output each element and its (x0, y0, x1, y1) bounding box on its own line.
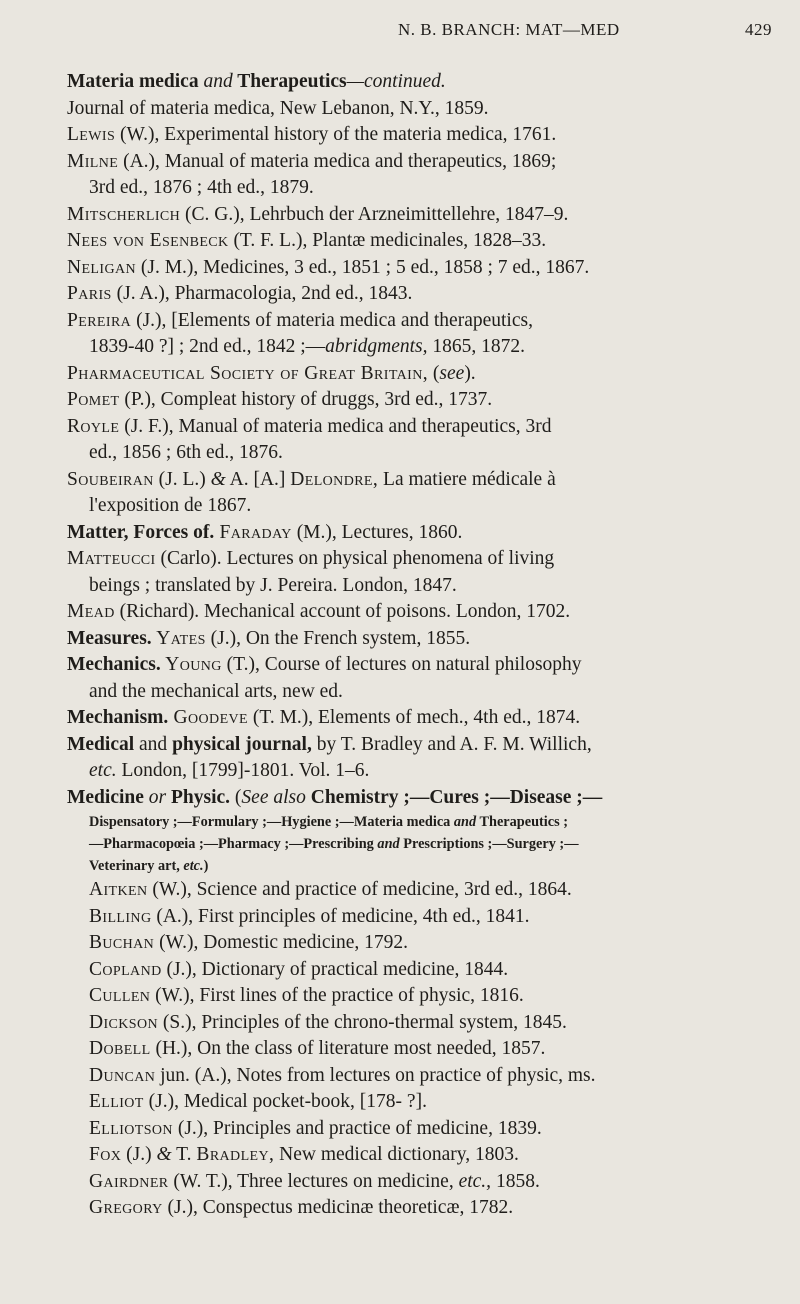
cross-references: Chemistry ;—Cures ;—Disease ;— (305, 786, 603, 808)
entry-text: 1858. (491, 1170, 540, 1192)
entry-text: by T. Bradley and A. F. M. Willich, (311, 733, 592, 755)
entry-text: (W. T.), Three lectures on medicine, (168, 1170, 459, 1192)
entry-text: 1865, 1872. (427, 336, 526, 357)
author: Lewis (67, 124, 116, 145)
entry-text: ( (428, 362, 440, 384)
entry-text: (T. F. L.), Plantæ medicinales, 1828–33. (228, 230, 547, 251)
author: Buchan (89, 932, 155, 953)
entry-continuation (67, 334, 777, 361)
catalogue-entry (67, 414, 777, 441)
entry-text: (J.), Principles and practice of medicine, 1839. (172, 1117, 542, 1139)
italic-text: abridgments, (325, 336, 428, 357)
catalogue-entry (67, 1089, 777, 1116)
author: Gairdner (89, 1170, 169, 1192)
section-heading (67, 652, 777, 679)
author: Nees von Esenbeck (67, 230, 229, 251)
entry-text: (A.), Manual of materia medica and therapeutics, 1869; (118, 150, 557, 172)
see-reference: see (439, 362, 465, 384)
catalogue-entry (67, 1036, 777, 1063)
catalogue-entry (67, 1195, 777, 1222)
catalogue-entry (67, 1116, 777, 1143)
cross-references: Therapeutics ; (476, 814, 569, 830)
entry-text: (A.), First principles of medicine, 4th ed., 1841. (151, 905, 530, 927)
entry-text: (J. A.), Pharmacologia, 2nd ed., 1843. (111, 283, 413, 304)
catalogue-entry (67, 96, 777, 123)
entry-text: ed., 1856 ; 6th ed., 1876. (89, 442, 283, 463)
entry-text: beings ; translated by J. Pereira. London, 1847. (89, 574, 457, 596)
author: Paris (67, 283, 112, 304)
heading: physical journal, (172, 733, 312, 755)
italic-text: etc. (183, 858, 204, 874)
author: Billing (89, 905, 152, 927)
entry-continuation (67, 679, 777, 706)
heading: Therapeutics (232, 71, 347, 92)
heading: Physic. (171, 786, 231, 808)
italic-text: etc. (89, 760, 117, 781)
italic-text: and (377, 836, 400, 852)
italic-text: and (203, 71, 233, 92)
entry-text: l'exposition de 1867. (89, 495, 252, 516)
entry-text: (J.), On the French system, 1855. (205, 627, 471, 649)
author: Pharmaceutical Society of Great Britain, (67, 362, 429, 384)
section-heading (67, 520, 777, 547)
catalogue-entry (67, 255, 777, 282)
ampersand: & (156, 1144, 172, 1165)
entry-continuation (67, 175, 777, 202)
running-head: N. B. BRANCH: MAT—MED (398, 20, 620, 39)
entry-text: (W.), Domestic medicine, 1792. (154, 932, 408, 953)
catalogue-entry (67, 983, 777, 1010)
catalogue-entry (67, 1142, 777, 1169)
author: Fox (89, 1144, 122, 1165)
entry-text: ( (230, 786, 242, 808)
cross-reference-line (67, 855, 777, 877)
heading: Medical (67, 733, 135, 755)
entry-text: (W.), Science and practice of medicine, 3rd ed., 1864. (147, 879, 572, 900)
author: Milne (67, 150, 119, 172)
catalogue-entry (67, 1169, 777, 1196)
heading: Mechanics. (67, 654, 161, 675)
italic-text: or (143, 786, 171, 808)
author: Neligan (67, 256, 136, 278)
author: Mitscherlich (67, 203, 181, 225)
entry-text: (J.), Conspectus medicinæ theoreticæ, 1782. (162, 1197, 514, 1218)
entry-text: and the mechanical arts, new ed. (89, 680, 343, 702)
entry-text: (W.), Experimental history of the materia medica, 1761. (115, 124, 557, 145)
heading: Medicine (67, 786, 144, 808)
continued-note: —continued. (346, 71, 446, 92)
author: Delondre, (290, 468, 379, 490)
catalogue-entry (67, 308, 777, 335)
entry-text: (J.), Medical pocket-book, [178- ?]. (143, 1091, 427, 1112)
heading: Mechanism. (67, 707, 169, 728)
catalogue-entry (67, 361, 777, 388)
catalogue-entry (67, 202, 777, 229)
catalogue-entry (67, 877, 777, 904)
entry-text: (J.), [Elements of materia medica and therapeutics, (131, 309, 533, 331)
section-heading (67, 69, 777, 96)
catalogue-entry (67, 149, 777, 176)
author: Copland (89, 958, 162, 980)
cross-references: —Pharmacopœia ;—Pharmacy ;—Prescribing (89, 836, 378, 852)
cross-references: Veterinary art, (89, 858, 184, 874)
entry-text: (W.), First lines of the practice of physic, 1816. (150, 985, 524, 1006)
entry-text: (J.) (121, 1144, 157, 1165)
catalogue-entry (67, 1063, 777, 1090)
cross-references: ) (203, 858, 209, 874)
page-number: 429 (745, 20, 772, 39)
catalogue-entries (67, 69, 777, 1222)
author: Bradley, (196, 1144, 275, 1165)
author: Elliot (89, 1091, 144, 1112)
catalogue-entry (67, 930, 777, 957)
section-heading (67, 785, 777, 812)
author: Pomet (67, 389, 120, 410)
heading: Materia medica (67, 71, 204, 92)
page-header (0, 20, 800, 50)
author: Goodeve (168, 707, 248, 728)
entry-text: New medical dictionary, 1803. (274, 1144, 519, 1165)
author: Royle (67, 415, 120, 437)
catalogue-entry (67, 546, 777, 573)
entry-text: London, [1799]-1801. Vol. 1–6. (116, 760, 370, 781)
entry-text: (C. G.), Lehrbuch der Arzneimittellehre, 1847–9. (180, 203, 569, 225)
entry-continuation (67, 573, 777, 600)
author: Soubeiran (67, 468, 154, 490)
author: Mead (67, 601, 115, 622)
author: Aitken (89, 879, 148, 900)
italic-text: and (453, 814, 477, 830)
author: Duncan (89, 1064, 156, 1086)
catalogue-entry (67, 281, 777, 308)
section-heading (67, 732, 777, 759)
author: Young (160, 654, 222, 675)
entry-text: (J. F.), Manual of materia medica and therapeutics, 3rd (119, 415, 552, 437)
entry-text: 3rd ed., 1876 ; 4th ed., 1879. (89, 177, 314, 198)
ampersand: & (210, 468, 226, 490)
author: Yates (151, 627, 206, 649)
catalogue-entry (67, 1010, 777, 1037)
catalogue-entry (67, 228, 777, 255)
catalogue-entry (67, 467, 777, 494)
catalogue-entry (67, 122, 777, 149)
entry-text: Journal of materia medica, New Lebanon, N.Y., 1859. (67, 97, 489, 119)
author: Dobell (89, 1038, 151, 1059)
entry-continuation (67, 493, 777, 520)
entry-text: (J. M.), Medicines, 3 ed., 1851 ; 5 ed., 1858 ; 7 ed., 1867. (135, 256, 590, 278)
section-heading (67, 705, 777, 732)
author: Pereira (67, 309, 132, 331)
author: Cullen (89, 985, 151, 1006)
entry-text: (M.), Lectures, 1860. (291, 521, 463, 543)
entry-text: La matiere médicale à (378, 468, 556, 490)
entry-text: jun. (A.), Notes from lectures on practice of physic, ms. (155, 1064, 596, 1086)
entry-text: (T. M.), Elements of mech., 4th ed., 1874. (247, 707, 581, 728)
entry-text: 1839-40 ?] ; 2nd ed., 1842 ;— (89, 336, 326, 357)
author: Faraday (214, 521, 292, 543)
entry-continuation (67, 440, 777, 467)
see-reference: See also (241, 786, 306, 808)
catalogue-entry (67, 599, 777, 626)
author: Dickson (89, 1011, 158, 1033)
section-heading (67, 626, 777, 653)
entry-text: (H.), On the class of literature most needed, 1857. (150, 1038, 546, 1059)
entry-text: (T.), Course of lectures on natural philosophy (221, 654, 582, 675)
catalogue-entry (67, 387, 777, 414)
catalogue-entry (67, 957, 777, 984)
entry-text: (P.), Compleat history of druggs, 3rd ed., 1737. (119, 389, 493, 410)
entry-text: (S.), Principles of the chrono-thermal system, 1845. (158, 1011, 567, 1033)
entry-text: (Carlo). Lectures on physical phenomena of living (155, 548, 555, 569)
heading: Matter, Forces of. (67, 521, 215, 543)
heading: Measures. (67, 627, 152, 649)
cross-reference-line (67, 833, 777, 855)
entry-text: A. [A.] (225, 468, 291, 490)
author: Elliotson (89, 1117, 173, 1139)
entry-text: ). (464, 362, 476, 384)
cross-references: Prescriptions ;—Surgery ;— (399, 836, 579, 852)
entry-text: and (134, 733, 173, 755)
entry-text: T. (171, 1144, 197, 1165)
author: Gregory (89, 1197, 163, 1218)
catalogue-entry (67, 904, 777, 931)
entry-text: (Richard). Mechanical account of poisons. London, 1702. (114, 601, 571, 622)
author: Matteucci (67, 548, 156, 569)
italic-text: etc., (458, 1170, 492, 1192)
entry-text: (J. L.) (153, 468, 211, 490)
cross-reference-line (67, 811, 777, 833)
entry-continuation (67, 758, 777, 785)
cross-references: Dispensatory ;—Formulary ;—Hygiene ;—Materia medica (89, 814, 454, 830)
entry-text: (J.), Dictionary of practical medicine, 1844. (161, 958, 509, 980)
